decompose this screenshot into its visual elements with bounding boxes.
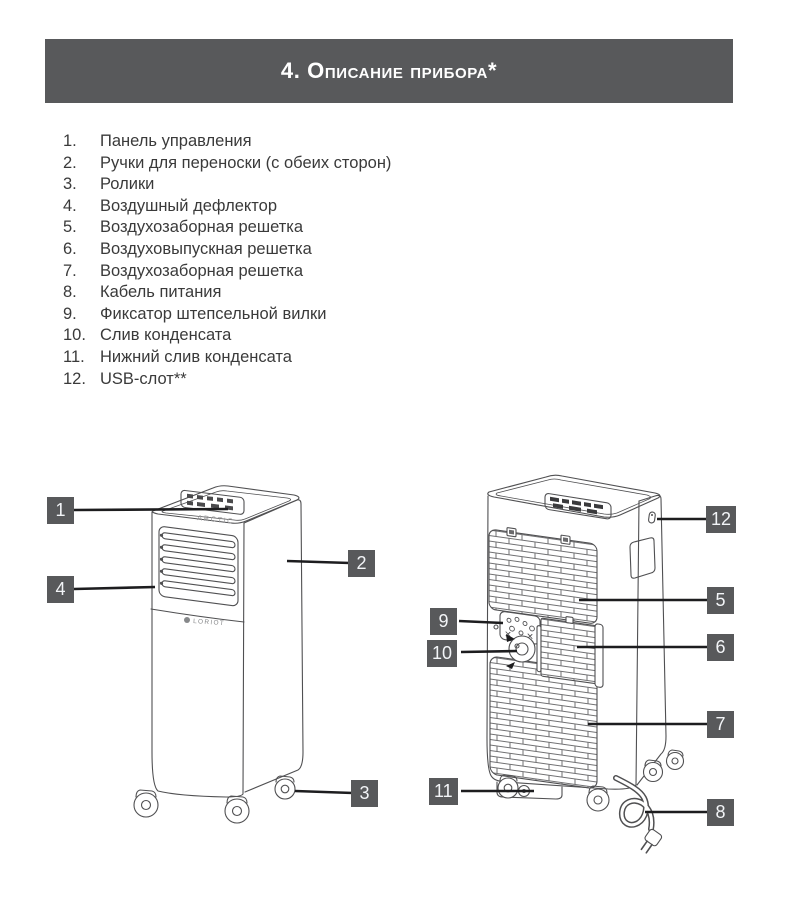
parts-list-item: 10. Слив конденсата — [63, 326, 232, 345]
svg-text:LORIOT: LORIOT — [192, 618, 226, 628]
callout-1: 1 — [47, 497, 74, 524]
parts-list-item: 1. Панель управления — [63, 132, 252, 150]
parts-list-item: 3. Ролики — [63, 175, 155, 194]
back-view-illustration — [487, 475, 684, 855]
casters — [134, 776, 295, 823]
callout-8: 8 — [707, 799, 734, 826]
parts-list-item: 6. Воздуховыпускная решетка — [63, 239, 312, 258]
callout-9: 9 — [430, 608, 457, 635]
power-cord — [616, 778, 663, 855]
section-title: 4. Описание прибора* — [280, 58, 498, 83]
air-intake-grille-top — [489, 525, 597, 624]
callout-10: 10 — [427, 640, 457, 667]
parts-list-item: 5. Воздухозаборная решетка — [63, 218, 304, 237]
air-deflector-louvers — [159, 526, 238, 606]
air-outlet-grille — [537, 612, 603, 687]
leader-lines — [74, 509, 708, 812]
callout-3: 3 — [351, 780, 378, 807]
parts-list-item: 11. Нижний слив конденсата — [63, 347, 292, 366]
control-panel-back — [545, 493, 611, 519]
power-plug — [638, 828, 663, 855]
callout-5: 5 — [707, 587, 734, 614]
parts-list-item: 7. Воздухозаборная решетка — [63, 261, 304, 280]
callout-4: 4 — [47, 576, 74, 603]
callout-2: 2 — [348, 550, 375, 577]
parts-list-item: 8. Кабель питания — [63, 283, 222, 302]
front-view-illustration — [134, 486, 303, 823]
side-handle — [630, 538, 655, 578]
callout-12: 12 — [706, 506, 736, 533]
parts-list-item: 9. Фиксатор штепсельной вилки — [63, 304, 327, 323]
control-panel — [181, 490, 244, 515]
callout-11: 11 — [429, 778, 458, 805]
parts-list-item: 12. USB-слот** — [63, 369, 187, 388]
callout-7: 7 — [707, 711, 734, 738]
callout-6: 6 — [707, 634, 734, 661]
parts-list-item: 4. Воздушный дефлектор — [63, 196, 278, 215]
usb-slot — [648, 512, 655, 524]
parts-list-item: 2. Ручки для переноски (с обеих сторон) — [63, 153, 392, 172]
brand-arctic-text: ARCTIC — [196, 513, 235, 526]
